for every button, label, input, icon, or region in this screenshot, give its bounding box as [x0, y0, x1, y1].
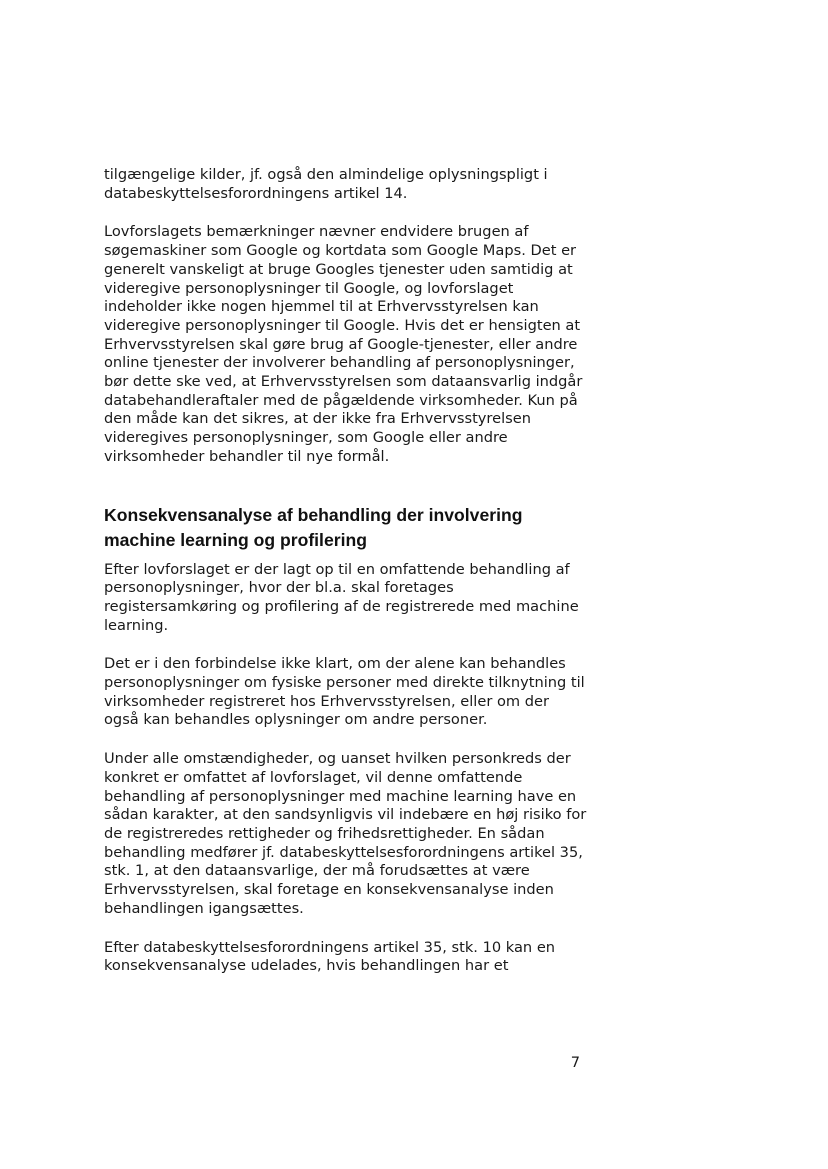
section-heading: Konsekvensanalyse af behandling der involvering machine learning og profilering: [104, 504, 523, 550]
page-content: [104, 166, 588, 996]
paragraph-article-35: Efter databeskyttelsesforordningens artikel 35, stk. 10 kan en konsekvensanalyse udelades, hvis behandlingen har et: [104, 938, 556, 975]
page-number: 7: [570, 1054, 580, 1071]
paragraph-scope: Det er i den forbindelse ikke klart, om der alene kan behandles personoplysninger om fysiske personer med direkte tilknytning til virksomheder registreret hos Erhvervsstyrelsen, eller om der også kan behandles oplysninger om andre personer.: [104, 655, 585, 729]
paragraph-continuation: tilgængelige kilder, jf. også den almindelige oplysningspligt i databeskyttelsesforordningens artikel 14.: [104, 166, 548, 202]
paragraph-high-risk: Under alle omstændigheder, og uanset hvilken personkreds der konkret er omfattet af lovforslaget, vil denne omfattende behandling af personoplysninger med machine learning have en sådan karakter, at den sandsynligvis vil indebære en høj risiko for de registreredes rettigheder og frihedsrettigheder. En sådan behandling medfører jf. databeskyttelsesforordningens artikel 35, stk. 1, at den dataansvarlige, der må forudsættes at være Erhvervsstyrelsen, skal foretage en konsekvensanalyse inden behandlingen igangsættes.: [104, 750, 587, 917]
paragraph-profiling: Efter lovforslaget er der lagt op til en omfattende behandling af personoplysninger, hvor der bl.a. skal foretages registersamkøring og profilering af de registrerede med machine learning.: [104, 560, 579, 634]
paragraph-google-services: Lovforslagets bemærkninger nævner endvidere brugen af søgemaskiner som Google og kortdata som Google Maps. Det er generelt vanskeligt at bruge Googles tjenester uden samtidig at videregive personoplysninger til Google, og lovforslaget indeholder ikke nogen hjemmel til at Erhvervsstyrelsen kan videregive personoplysninger til Google. Hvis det er hensigten at Erhvervsstyrelsen skal gøre brug af Google-tjenester, eller andre online tjenester der involverer behandling af personoplysninger, bør dette ske ved, at Erhvervsstyrelsen som dataansvarlig indgår databehandleraftaler med de pågældende virksomheder. Kun på den måde kan det sikres, at der ikke fra Erhvervsstyrelsen videregives personoplysninger, som Google eller andre virksomheder behandler til nye formål.: [104, 223, 583, 465]
